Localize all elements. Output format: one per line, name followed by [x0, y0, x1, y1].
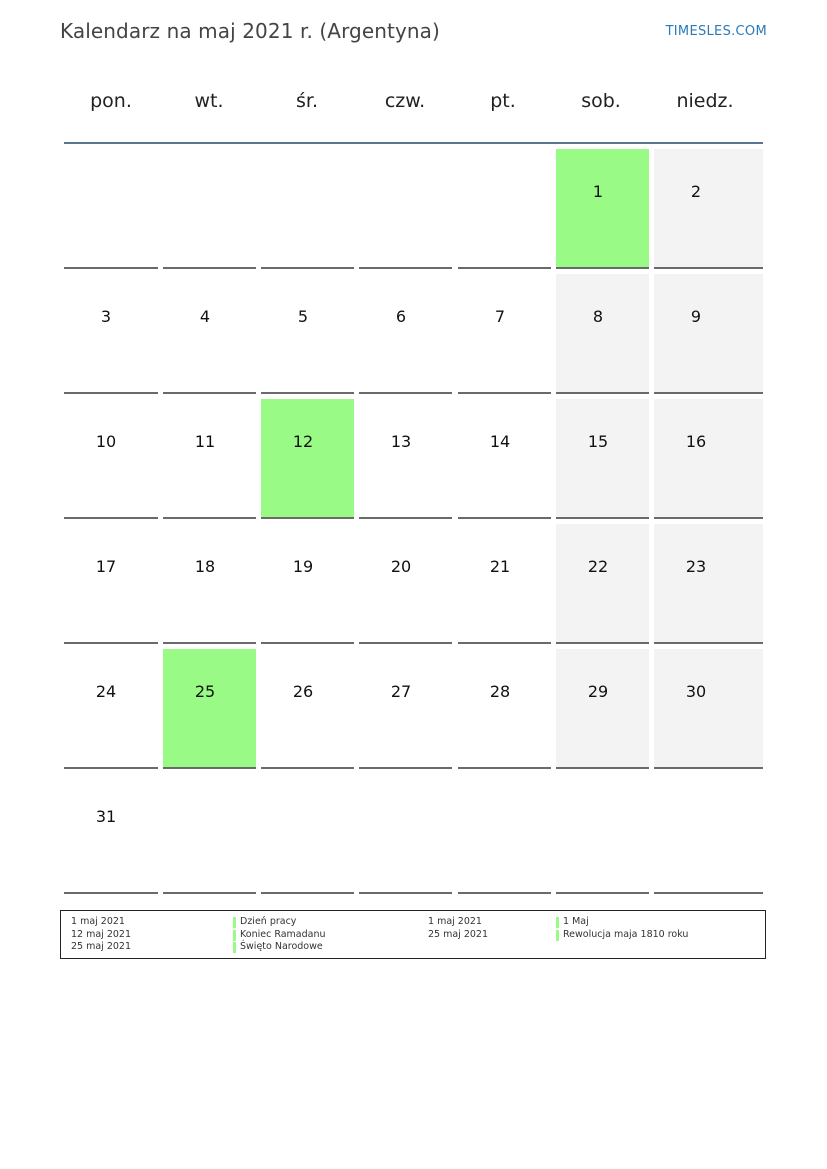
day-cell [261, 399, 354, 519]
day-number: 16 [685, 432, 707, 451]
day-number: 27 [390, 682, 412, 701]
day-number: 3 [100, 307, 112, 326]
legend-date: 25 maj 2021 [71, 941, 132, 952]
day-cell [556, 524, 649, 644]
day-cell [556, 649, 649, 769]
day-cell [261, 524, 354, 644]
legend-holiday-name: Święto Narodowe [233, 941, 326, 954]
day-cell [64, 649, 158, 769]
legend-holiday-name: 1 Maj [556, 916, 688, 929]
legend-date: 12 maj 2021 [71, 928, 132, 940]
holiday-legend [60, 910, 766, 959]
day-number: 8 [592, 307, 604, 326]
legend-names-column [233, 916, 326, 954]
day-cell [556, 149, 649, 269]
day-number: 23 [685, 557, 707, 576]
day-number: 9 [690, 307, 702, 326]
weekday-label: śr. [295, 90, 318, 112]
day-number: 1 [592, 182, 604, 201]
legend-names-column [556, 916, 688, 941]
day-number: 13 [390, 432, 412, 451]
day-cell [359, 274, 452, 394]
empty-day-cell [458, 149, 551, 269]
day-cell [64, 399, 158, 519]
day-cell [654, 399, 763, 519]
day-cell [163, 649, 256, 769]
weekday-label: pt. [490, 90, 516, 112]
day-cell [556, 399, 649, 519]
day-cell [654, 274, 763, 394]
day-cell [261, 274, 354, 394]
empty-day-cell [654, 774, 763, 894]
weekday-label: wt. [194, 90, 224, 112]
legend-holiday-name: Koniec Ramadanu [233, 929, 326, 942]
weekday-header-row [62, 90, 764, 120]
day-cell [261, 649, 354, 769]
empty-day-cell [64, 149, 158, 269]
legend-dates-column [71, 916, 131, 954]
day-number: 15 [587, 432, 609, 451]
day-number: 11 [194, 432, 216, 451]
day-number: 28 [489, 682, 511, 701]
day-number: 5 [297, 307, 309, 326]
day-cell [359, 524, 452, 644]
empty-day-cell [359, 149, 452, 269]
header-divider [64, 142, 763, 144]
weekday-label: sob. [581, 90, 621, 112]
day-number: 4 [199, 307, 211, 326]
day-number: 25 [194, 682, 216, 701]
day-number: 24 [95, 682, 117, 701]
weekday-label: pon. [90, 90, 132, 112]
day-number: 18 [194, 557, 216, 576]
weekday-label: niedz. [676, 90, 734, 112]
day-number: 12 [292, 432, 314, 451]
day-number: 29 [587, 682, 609, 701]
day-cell [163, 524, 256, 644]
empty-day-cell [261, 149, 354, 269]
day-number: 31 [95, 807, 117, 826]
day-cell [458, 524, 551, 644]
day-cell [64, 274, 158, 394]
legend-holiday-name: Dzień pracy [233, 916, 326, 929]
empty-day-cell [261, 774, 354, 894]
day-number: 19 [292, 557, 314, 576]
day-cell [654, 649, 763, 769]
day-number: 14 [489, 432, 511, 451]
day-cell [359, 399, 452, 519]
day-cell [458, 274, 551, 394]
empty-day-cell [458, 774, 551, 894]
weekday-label: czw. [384, 90, 426, 112]
day-cell [458, 649, 551, 769]
empty-day-cell [359, 774, 452, 894]
day-cell [458, 399, 551, 519]
day-cell [64, 774, 158, 894]
brand-logo-text[interactable]: TIMESLES.COM [665, 24, 767, 39]
page-title: Kalendarz na maj 2021 r. (Argentyna) [60, 19, 440, 43]
legend-date: 1 maj 2021 [71, 916, 125, 927]
day-cell [359, 649, 452, 769]
legend-holiday-name: Rewolucja maja 1810 roku [556, 929, 688, 942]
empty-day-cell [163, 774, 256, 894]
day-cell [654, 149, 763, 269]
day-number: 7 [494, 307, 506, 326]
day-cell [163, 399, 256, 519]
day-number: 2 [690, 182, 702, 201]
day-number: 22 [587, 557, 609, 576]
empty-day-cell [163, 149, 256, 269]
day-number: 20 [390, 557, 412, 576]
day-number: 30 [685, 682, 707, 701]
day-number: 6 [395, 307, 407, 326]
legend-date: 25 maj 2021 [428, 928, 489, 940]
empty-day-cell [556, 774, 649, 894]
legend-dates-column [428, 916, 488, 941]
legend-date: 1 maj 2021 [428, 916, 482, 927]
day-cell [163, 274, 256, 394]
day-number: 21 [489, 557, 511, 576]
day-number: 10 [95, 432, 117, 451]
day-number: 17 [95, 557, 117, 576]
day-cell [556, 274, 649, 394]
day-number: 26 [292, 682, 314, 701]
day-cell [64, 524, 158, 644]
day-cell [654, 524, 763, 644]
